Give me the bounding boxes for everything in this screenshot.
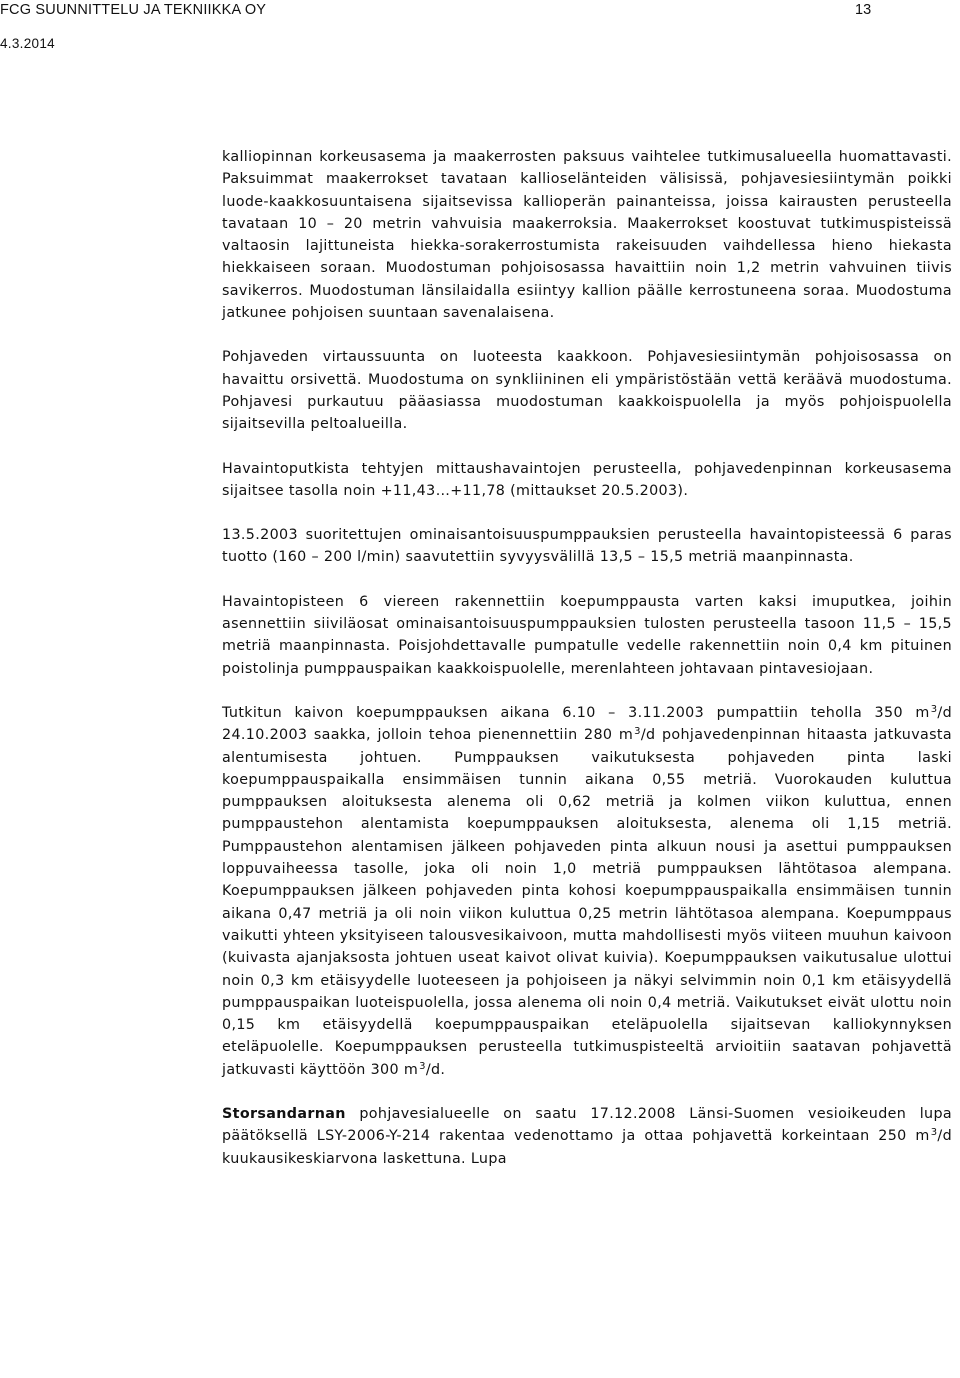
document-date: 4.3.2014	[0, 36, 55, 51]
text-segment: /d.	[425, 1061, 446, 1078]
company-name: FCG SUUNNITTELU JA TEKNIIKKA OY	[0, 2, 267, 18]
document-body	[222, 146, 952, 1192]
text-segment: /d kuukausikeskiarvona laskettuna. Lupa	[222, 1128, 952, 1167]
paragraph-groundwater-flow: Pohjaveden virtaussuunta on luoteesta kaakkoon. Pohjavesiesiintymän pohjoisosassa on havaittu orsivettä. Muodostuma on synkliininen eli ympäristöstään vettä keräävä muodostuma. Pohjavesi purkautuu pääasiassa muodostuman kaakkoispuolella ja myös pohjoispuolella sijaitsevilla peltoalueilla.	[222, 349, 952, 433]
paragraph-permit	[222, 1103, 952, 1170]
text-segment: /d pohjavedenpinnan hitaasta jatkuvasta alentumisesta johtuen. Pumppauksen vaikutuksesta pohjaveden pinta laski koepumppauspaikalla ensimmäisen tunnin aikana 0,55 metriä. Vuorokauden kuluttua pumppauksen aloituksesta alenema oli 0,62 metriä ja kolmen viikon kuluttua, ennen pumppaustehon alentamista koepumppauksen aloituksesta, alenema oli 1,15 metriä. Pumppaustehon alentamisen jälkeen pohjaveden pinta alkuun nousi ja asettui pumppauksen loppuvaiheessa tasolle, joka oli noin 1,0 metriä pumppauksen lähtötasoa alempana. Koepumppauksen jälkeen pohjaveden pinta kohosi koepumppauspaikalla ensimmäisen tunnin aikana 0,47 metriä ja oli noin viikon kuluttua 0,25 metrin lähtötasoa alempana. Koepumppaus vaikutti yhteen yksityiseen talousvesikaivoon, mutta mahdollisesti myös viiteen muuhun kaivoon (kuivasta ajanjaksosta johtuen useat kaivot olivat kuivia). Koepumppauksen vaikutusalue ulottui noin 0,3 km etäisyydelle luoteeseen ja pohjoiseen ja näkyi selvimmin noin 0,1 km etäisyydellä pumppauspaikan luoteispuolella, jossa alenema oli noin 0,4 metriä. Vaikutukset eivät ulottu noin 0,15 km etäisyydellä koepumppauspaikan eteläpuolella sijaitsevan kalliokynnyksen eteläpuolelle. Koepumppauksen perusteella tutkimuspisteeltä arvioitiin saatavan pohjavettä jatkuvasti käyttöön 300 m	[222, 727, 952, 1078]
page-number: 13	[855, 2, 872, 18]
paragraph-pumping-test	[222, 702, 952, 1081]
superscript: 3	[930, 1127, 938, 1139]
text-segment: pohjavesialueelle on saatu 17.12.2008 Länsi-Suomen vesioikeuden lupa päätöksellä LSY-2006-Y-214 rakentaa vedenottamo ja ottaa pohjavettä korkeintaan 250 m	[222, 1105, 952, 1145]
paragraph-specific-yield: 13.5.2003 suoritettujen ominaisantoisuuspumppauksien perusteella havaintopisteessä 6 paras tuotto (160 – 200 l/min) saavutettiin syvyysvälillä 13,5 – 15,5 metriä maanpinnasta.	[222, 527, 952, 566]
paragraph-test-setup: Havaintopisteen 6 viereen rakennettiin koepumppausta varten kaksi imuputkea, joihin asennettiin siiviläosat ominaisantoisuuspumppauksien tulosten perusteella tasoon 11,5 – 15,5 metriä maanpinnasta. Poisjohdettavalle pumpatulle vedelle rakennettiin noin 0,4 km pituinen poistolinja pumppauspaikan kaakkoispuolelle, merenlahteen johtavaan pintavesiojaan.	[222, 593, 952, 677]
area-name: Storsandarnan	[222, 1105, 346, 1122]
paragraph-bedrock-soil: kalliopinnan korkeusasema ja maakerrosten paksuus vaihtelee tutkimusalueella huomattavasti. Paksuimmat maakerrokset tavataan kallioselänteiden välisissä, pohjavesiesiintymän poikki luode-kaakkosuuntaisena sijaitsevissa kallioperän painanteissa, joissa kairausten perusteella tavataan 10 – 20 metrin vahvuisia maakerroksia. Maakerrokset koostuvat tutkimuspisteissä valtaosin lajittuneista hiekka-sorakerrostumista rakeisuuden vaihdellessa hieno hiekasta hiekkaiseen soraan. Muodostuman pohjoisosassa havaittiin noin 1,2 metrin vahvuinen tiivis savikerros. Muodostuman länsilaidalla esiintyy kallion päälle kerrostuneena soraa. Muodostuma jatkunee pohjoisen suuntaan savenalaisena.	[222, 149, 952, 322]
superscript: 3	[419, 1060, 426, 1072]
superscript: 3	[930, 703, 938, 715]
text-segment: /d 24.10.2003 saakka, jolloin tehoa pienennettiin 280 m	[222, 704, 952, 744]
superscript: 3	[634, 726, 641, 738]
paragraph-water-level: Havaintoputkista tehtyjen mittaushavaintojen perusteella, pohjavedenpinnan korkeusasema sijaitsee tasolla noin +11,43…+11,78 (mittaukset 20.5.2003).	[222, 460, 952, 499]
page-header	[0, 0, 960, 60]
text-segment: Tutkitun kaivon koepumppauksen aikana 6.10 – 3.11.2003 pumpattiin teholla 350 m	[222, 704, 930, 721]
